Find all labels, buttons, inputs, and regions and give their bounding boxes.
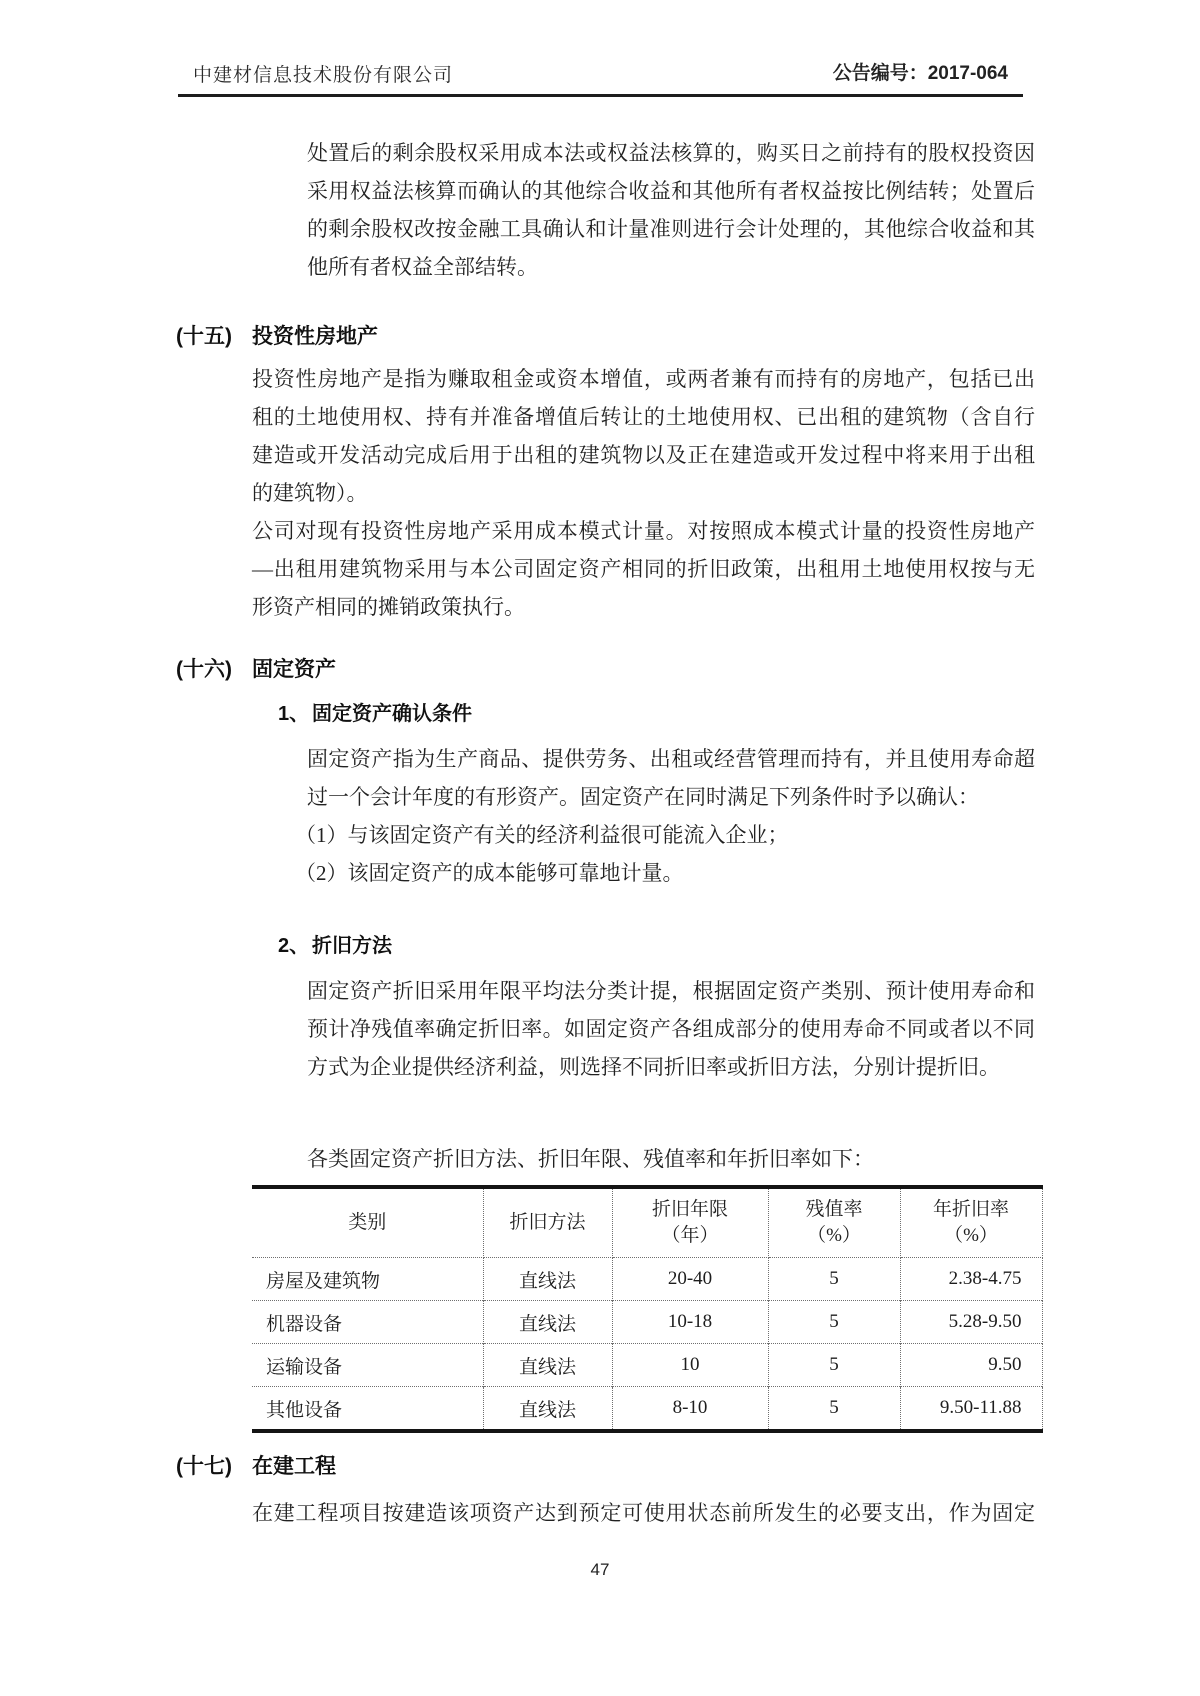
text-line: 预计净残值率确定折旧率。如固定资产各组成部分的使用寿命不同或者以不同 bbox=[307, 1017, 1035, 1041]
table-row bbox=[252, 1387, 1042, 1432]
text-line: 固定资产折旧采用年限平均法分类计提，根据固定资产类别、预计使用寿命和 bbox=[307, 979, 1035, 1003]
header-text: （%） bbox=[807, 1225, 861, 1246]
header-text: 折旧方法 bbox=[509, 1212, 586, 1233]
header-notice-number: 公告编号：2017-064 bbox=[832, 63, 1008, 84]
cell-method: 直线法 bbox=[483, 1344, 612, 1387]
cell-category: 房屋及建筑物 bbox=[252, 1258, 483, 1301]
cell-annual-rate: 5.28-9.50 bbox=[900, 1301, 1042, 1344]
section-17-heading bbox=[176, 1452, 336, 1482]
page-number: 47 bbox=[590, 1560, 610, 1579]
cell-years: 10 bbox=[612, 1344, 768, 1387]
text-line: 方式为企业提供经济利益，则选择不同折旧率或折旧方法，分别计提折旧。 bbox=[307, 1055, 1000, 1079]
cell-residual: 5 bbox=[768, 1301, 900, 1344]
cell-category: 其他设备 bbox=[252, 1387, 483, 1432]
section-15-title: 投资性房地产 bbox=[252, 325, 378, 348]
section-15-paragraph-1 bbox=[252, 360, 1035, 512]
cell-method: 直线法 bbox=[483, 1387, 612, 1432]
subsection-1-number: 1、 bbox=[278, 703, 310, 725]
section-16-title: 固定资产 bbox=[252, 658, 336, 681]
text-line: 采用权益法核算而确认的其他综合收益和其他所有者权益按比例结转；处置后 bbox=[307, 179, 1035, 203]
cell-method: 直线法 bbox=[483, 1258, 612, 1301]
subsection-2-paragraph bbox=[307, 972, 1035, 1086]
subsection-1-heading bbox=[278, 700, 472, 728]
table-header-category bbox=[252, 1187, 483, 1258]
table-header-years bbox=[612, 1187, 768, 1258]
cell-method: 直线法 bbox=[483, 1301, 612, 1344]
cell-annual-rate: 9.50 bbox=[900, 1344, 1042, 1387]
section-15-paragraph-2 bbox=[252, 512, 1035, 626]
table-header-annual-rate bbox=[900, 1187, 1042, 1258]
text-line: 建造或开发活动完成后用于出租的建筑物以及正在建造或开发过程中将来用于出租 bbox=[252, 443, 1035, 467]
subsection-1-paragraph bbox=[307, 740, 1035, 816]
condition-item-2: （2）该固定资产的成本能够可靠地计量。 bbox=[295, 861, 684, 885]
header-text: （年） bbox=[661, 1225, 719, 1246]
section-15-number: (十五) bbox=[176, 325, 232, 348]
subsection-1-title: 固定资产确认条件 bbox=[312, 703, 472, 725]
table-row bbox=[252, 1301, 1042, 1344]
section-17-number: (十七) bbox=[176, 1455, 232, 1478]
text-line: 他所有者权益全部结转。 bbox=[307, 255, 538, 279]
subsection-2-heading bbox=[278, 932, 392, 960]
header-text: 年折旧率 bbox=[932, 1199, 1009, 1220]
section-17-paragraph bbox=[252, 1494, 1035, 1532]
cell-years: 20-40 bbox=[612, 1258, 768, 1301]
text-line: 公司对现有投资性房地产采用成本模式计量。对按照成本模式计量的投资性房地产 bbox=[252, 519, 1035, 543]
table-header-residual bbox=[768, 1187, 900, 1258]
table-header-row bbox=[252, 1187, 1042, 1258]
header-company-name: 中建材信息技术股份有限公司 bbox=[193, 65, 454, 86]
text-line: 形资产相同的摊销政策执行。 bbox=[252, 595, 525, 619]
subsection-2-number: 2、 bbox=[278, 935, 310, 957]
text-line: 租的土地使用权、持有并准备增值后转让的土地使用权、已出租的建筑物（含自行 bbox=[252, 405, 1035, 429]
cell-residual: 5 bbox=[768, 1344, 900, 1387]
cell-annual-rate: 9.50-11.88 bbox=[900, 1387, 1042, 1432]
header-text: 残值率 bbox=[805, 1199, 863, 1220]
header-text: （%） bbox=[944, 1225, 998, 1246]
table-header-method bbox=[483, 1187, 612, 1258]
cell-residual: 5 bbox=[768, 1258, 900, 1301]
section-16-heading bbox=[176, 655, 336, 685]
header-text: 折旧年限 bbox=[651, 1199, 728, 1220]
cell-annual-rate: 2.38-4.75 bbox=[900, 1258, 1042, 1301]
cell-category: 机器设备 bbox=[252, 1301, 483, 1344]
text-line: 投资性房地产是指为赚取租金或资本增值，或两者兼有而持有的房地产，包括已出 bbox=[252, 367, 1035, 391]
subsection-2-title: 折旧方法 bbox=[312, 935, 392, 957]
section-15-heading bbox=[176, 322, 378, 352]
intro-paragraph bbox=[307, 134, 1035, 286]
table-intro-line: 各类固定资产折旧方法、折旧年限、残值率和年折旧率如下： bbox=[307, 1147, 874, 1171]
text-line: 的剩余股权改按金融工具确认和计量准则进行会计处理的，其他综合收益和其 bbox=[307, 217, 1035, 241]
cell-residual: 5 bbox=[768, 1387, 900, 1432]
text-line: 过一个会计年度的有形资产。固定资产在同时满足下列条件时予以确认： bbox=[307, 785, 979, 809]
text-line: 处置后的剩余股权采用成本法或权益法核算的，购买日之前持有的股权投资因 bbox=[307, 141, 1035, 165]
cell-category: 运输设备 bbox=[252, 1344, 483, 1387]
condition-item-1: （1）与该固定资产有关的经济利益很可能流入企业； bbox=[295, 823, 789, 847]
header-text: 类别 bbox=[348, 1212, 387, 1233]
text-line: —出租用建筑物采用与本公司固定资产相同的折旧政策，出租用土地使用权按与无 bbox=[252, 557, 1035, 581]
cell-years: 8-10 bbox=[612, 1387, 768, 1432]
text-line: 固定资产指为生产商品、提供劳务、出租或经营管理而持有，并且使用寿命超 bbox=[307, 747, 1035, 771]
text-line: 的建筑物）。 bbox=[252, 481, 368, 505]
cell-years: 10-18 bbox=[612, 1301, 768, 1344]
text-line: 在建工程项目按建造该项资产达到预定可使用状态前所发生的必要支出，作为固定 bbox=[252, 1501, 1035, 1525]
depreciation-table bbox=[252, 1185, 1043, 1433]
section-17-title: 在建工程 bbox=[252, 1455, 336, 1478]
table-row bbox=[252, 1258, 1042, 1301]
section-16-number: (十六) bbox=[176, 658, 232, 681]
header-divider bbox=[178, 94, 1023, 97]
table-row bbox=[252, 1344, 1042, 1387]
